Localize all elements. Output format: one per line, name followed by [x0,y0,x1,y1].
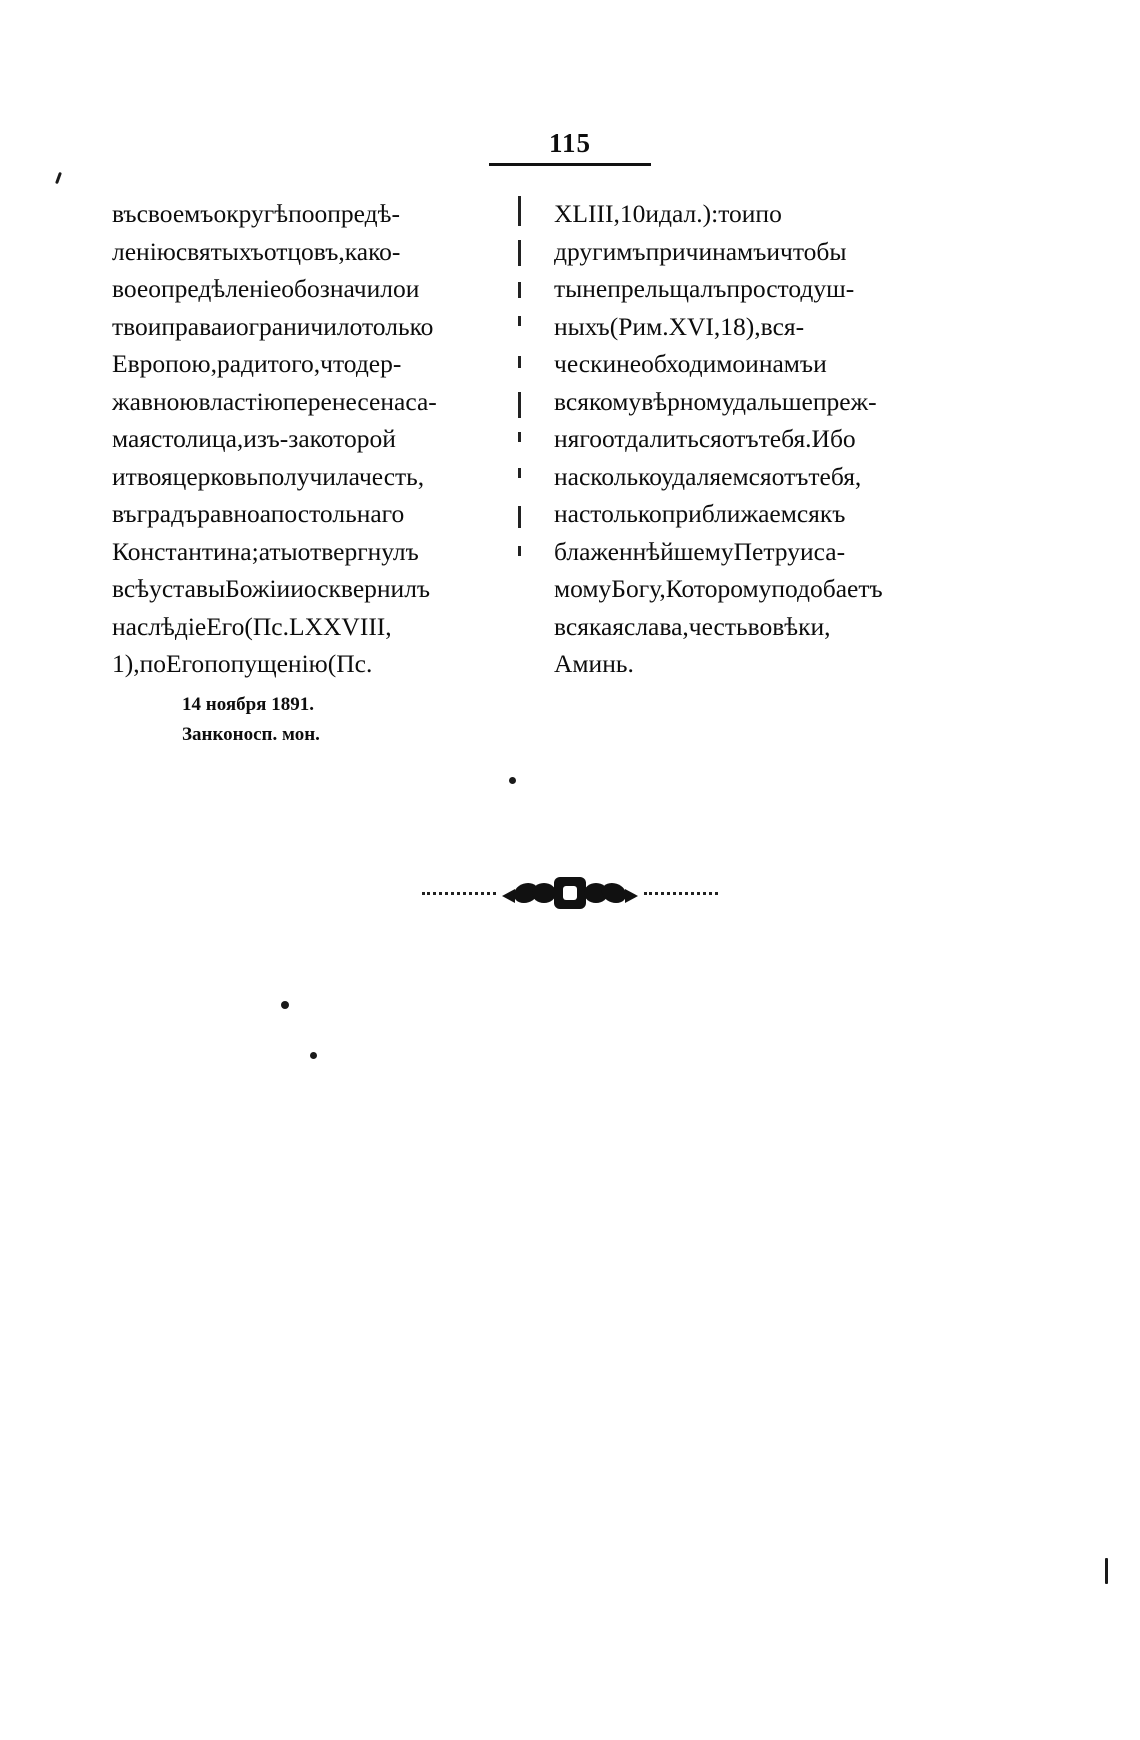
header-rule [489,163,651,166]
ink-speck [509,777,516,784]
text-line: тынепрельщалъпростодуш- [554,274,855,303]
text-line: настолькоприближаемсякъ [554,499,846,528]
text-line: насколькоудаляемсяотътебя, [554,461,862,491]
ink-speck [310,1052,317,1059]
dateline-date: 14 ноября 1891. [182,694,314,715]
ornament-core [554,877,586,909]
text-line: леніюсвятыхъотцовъ,како- [112,236,401,266]
dateline [182,690,320,750]
ornament-tip-right [625,889,638,903]
text-line: въградъравноапостольнаго [112,499,405,528]
text-line: другимъпричинамъичтобы [554,236,847,266]
paragraph-left [112,195,502,683]
ornament-center [514,876,626,910]
text-line: ныхъ(Рим.XVI,18),вся- [554,311,805,341]
text-line: блаженнѣйшемуПетруиса- [554,536,846,566]
column-right [554,195,944,683]
floral-divider-ornament [0,876,1140,910]
ornament-lobe [532,883,556,903]
text-line: Константина;атыотвергнулъ [112,536,419,566]
text-line: воеопредѣленіеобозначилои [112,274,420,303]
text-line: всѣуставыБожіииосквернилъ [112,574,431,603]
text-line: всякаяслава,честьвовѣки, [554,611,831,641]
paragraph-right [554,195,944,683]
text-line: Аминь. [554,649,634,678]
text-line: всякомувѣрномудальшепреж- [554,386,877,416]
text-line: нягоотдалитьсяотътебя.Ибо [554,424,856,453]
ornament-left-rule [422,892,496,895]
text-line: 1),поЕгопопущенію(Пс. [112,649,373,678]
ink-speck [281,1001,289,1009]
text-line: маястолица,изъ-закоторой [112,424,396,453]
text-line: наслѣдіеЕго(Пс.LXXVIII, [112,611,392,641]
text-line: твоиправаиограничилотолько [112,311,434,341]
text-line: момуБогу,Которомуподобаетъ [554,574,883,603]
text-line: жавноювластіюперенесенаса- [112,386,437,416]
ink-speck [55,172,62,184]
text-line: итвояцерковьполучилачесть, [112,461,425,491]
text-line: въсвоемъокругѣпоопредѣ- [112,199,400,228]
ink-speck [1105,1558,1108,1584]
column-left [112,195,502,683]
page-number-container [0,128,1140,161]
text-line: Европою,радитого,чтодер- [112,349,402,378]
page-number: 115 [548,128,591,158]
text-line: XLIII,10идал.):тоипо [554,199,782,228]
ornament-right-rule [644,892,718,895]
dateline-place: Занконосп. мон. [182,724,320,745]
text-line: ческинеобходимоинамъи [554,349,827,378]
body-columns [112,195,1028,683]
